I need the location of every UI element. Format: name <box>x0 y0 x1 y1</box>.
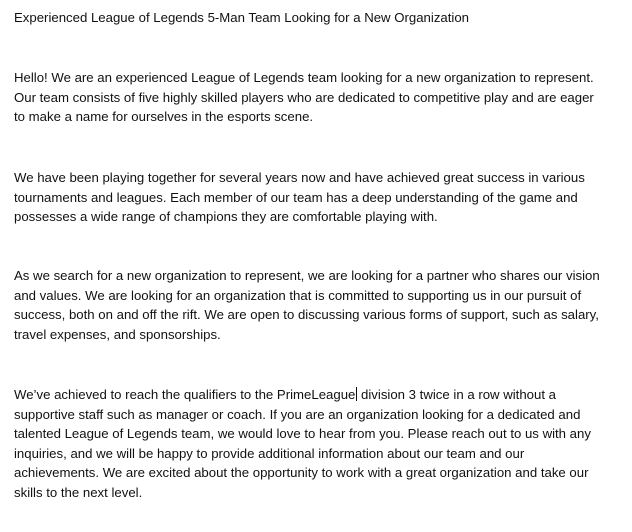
text-after-caret: division 3 twice in a row without a <box>357 387 557 402</box>
text-line: Hello! We are an experienced League of Legends team looking for a new organization to represent. <box>14 70 594 85</box>
text-line: achievements. We are excited about the opportunity to work with a great organization and take our <box>14 465 589 481</box>
text-line: supportive staff such as manager or coach. If you are an organization looking for a dedicated and <box>14 406 581 422</box>
text-line <box>14 385 618 405</box>
document-title: Experienced League of Legends 5-Man Team Looking for a New Organization <box>14 10 470 25</box>
text-line: skills to the next level. <box>14 484 143 500</box>
paragraph-search <box>14 266 618 344</box>
paragraph-history <box>14 168 618 227</box>
text-line: talented League of Legends team, we would love to hear from you. Please reach out to us with any <box>14 426 591 442</box>
document-body[interactable] <box>14 8 618 500</box>
text-line: and values. We are looking for an organization that is committed to supporting us in our pursuit of <box>14 287 582 303</box>
text-line: tournaments and leagues. Each member of our team has a deep understanding of the game and <box>14 189 578 205</box>
text-line: possesses a wide range of champions they are comfortable playing with. <box>14 209 438 225</box>
paragraph-achievements <box>14 385 618 503</box>
text-before-caret: We’ve achieved to reach the qualifiers to the PrimeLeague <box>14 387 356 402</box>
text-line: inquiries, and we will be happy to provide additional information about our team and our <box>14 445 525 461</box>
text-line: Our team consists of five highly skilled players who are dedicated to competitive play and are eager <box>14 89 594 105</box>
text-line: As we search for a new organization to represent, we are looking for a partner who shares our vision <box>14 268 600 283</box>
text-line: to make a name for ourselves in the esports scene. <box>14 109 314 125</box>
text-line: success, both on and off the rift. We are open to discussing various forms of support, such as salary, <box>14 307 599 323</box>
text-line: We have been playing together for several years now and have achieved great success in various <box>14 170 585 185</box>
paragraph-intro <box>14 68 618 127</box>
text-line: travel expenses, and sponsorships. <box>14 326 221 342</box>
